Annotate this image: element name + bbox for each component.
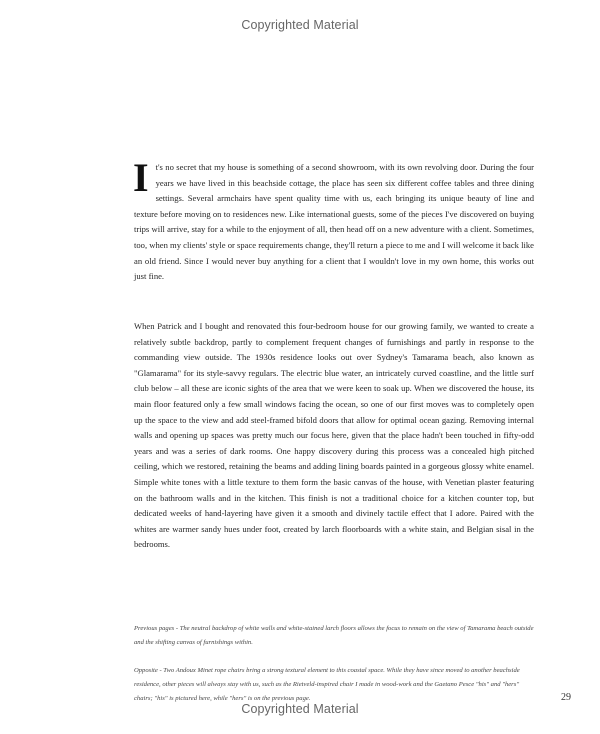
body-paragraph-2: When Patrick and I bought and renovated this four-bedroom house for our growing family, we wanted to create a relatively subtle backdrop, partly to complement frequent changes of furnishings and partly in response to the commanding view outside. The 1930s residence looks out over Sydney's Tamarama beach, also known as "Glamarama" for its style-savvy regulars. The electric blue water, an intricately curved coastline, and the little surf club below – all these are iconic sights of the area that we were keen to soak up. When we discovered the house, its main floor featured only a few small windows facing the ocean, so one of our first moves was to completely open up the space to the view and add steel-framed bifold doors that allow for optimal ocean gazing. Removing internal walls and opening up spaces was pretty much our focus here, given that the place hadn't been touched in fifty-odd years and was a series of dark rooms. One happy discovery during this process was a concealed high pitched ceiling, which we restored, retaining the beams and adding lining boards painted in a gorgeous glossy white enamel. Simple white tones with a little texture to them form the basic canvas of the house, with Venetian plaster featuring on the bathroom walls and in the kitchen. This finish is not a traditional choice for a kitchen counter top, but dedicated weeks of hand-layering have given it a smooth and divinely tactile effect that I adore. Paired with the whites are warmer sandy hues under foot, created by larch floorboards with a white stain, and Belgian sisal in the bedrooms. xyxy=(134,321,534,550)
paragraph-1-text: t's no secret that my house is something of a second showroom, with its own revolving door. During the four years we have lived in this beachside cottage, the place has seen six different coffee tables and three dining settings. Several armchairs have spent quality time with us, each bringing its unique beauty of line and texture before moving on to residences new. Like international guests, some of the pieces I've discovered on buying trips will arrive, stay for a while to the enjoyment of all, then head off on a new adventure with a client. Sometimes, too, when my clients' style or space requirements change, they'll return a piece to me and I will welcome it back like an old friend. Since I would never buy anything for a client that I wouldn't love in my own home, this works out just fine. xyxy=(134,162,534,282)
caption-opposite: Opposite - Two Andoux Minet rope chairs bring a strong textural element to this coastal space. While they have since moved to another beachside residence, other pieces will always stay with us, such as the Rietveld-inspired chair I made in wood-work and the Gaetano Pesce "his" and "hers" chairs; "his" is pictured here, while "hers" is on the previous page. xyxy=(134,667,520,702)
caption-previous-pages: Previous pages - The neutral backdrop of white walls and white-stained larch floors allows the focus to remain on the view of Tamarama beach outside and the shifting canvas of furnishings within. xyxy=(134,625,534,646)
body-paragraph-1 xyxy=(133,155,534,285)
page-number: 29 xyxy=(561,692,571,703)
copyright-watermark-top: Copyrighted Material xyxy=(241,18,359,32)
copyright-watermark-bottom: Copyrighted Material xyxy=(241,702,359,716)
drop-cap: I xyxy=(133,155,149,200)
